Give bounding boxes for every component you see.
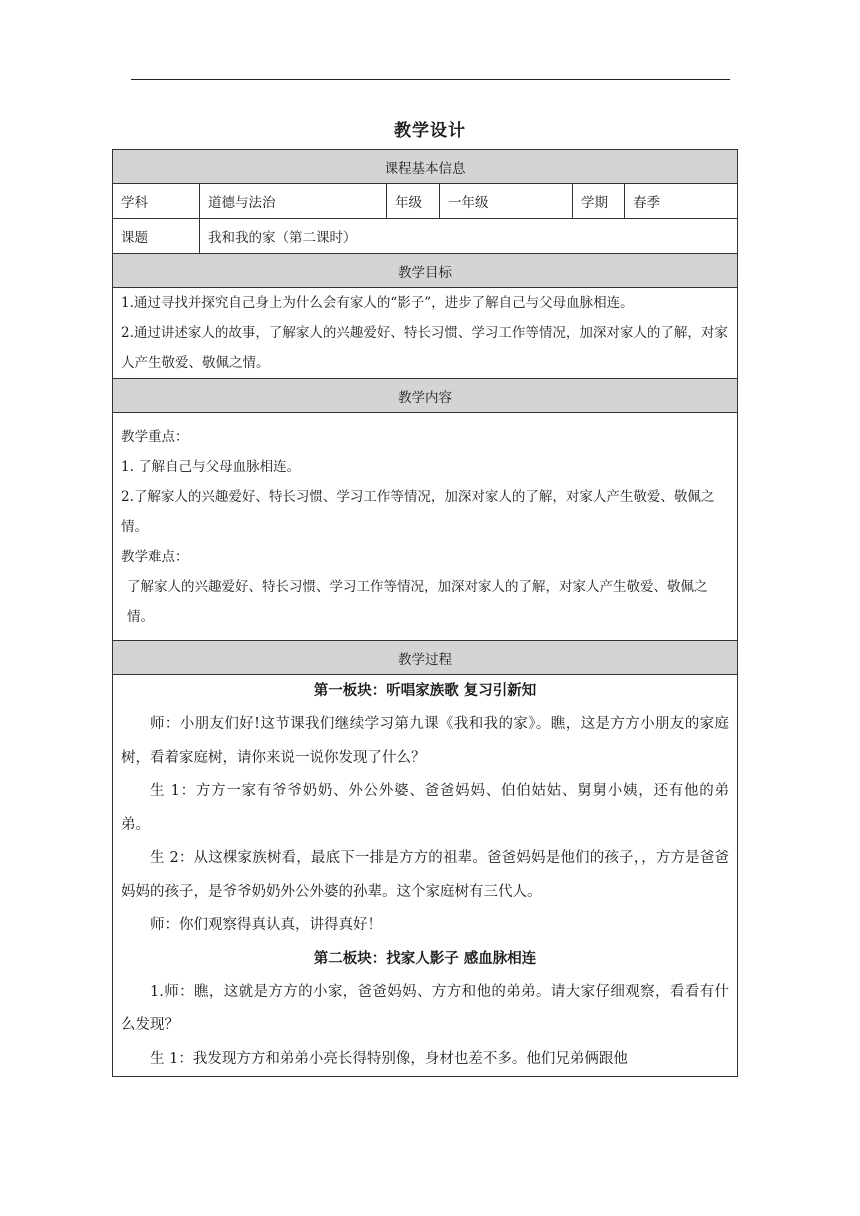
dialogue-paragraph: 生 1：我发现方方和弟弟小亮长得特别像，身材也差不多。他们兄弟俩跟他 xyxy=(150,1050,628,1067)
content-cell xyxy=(113,413,738,641)
grade-value: 一年级 xyxy=(440,184,573,219)
dialogue-paragraph: 生 2：从这棵家族树看，最底下一排是方方的祖辈。爸爸妈妈是他们的孩子，，方方是爸爸妈妈的孩子，是爷爷奶奶外公外婆的孙辈。这个家庭树有三代人。 xyxy=(121,850,730,900)
term-label: 学期 xyxy=(573,184,625,219)
grade-label: 年级 xyxy=(387,184,440,219)
key-points-label: 教学重点： xyxy=(121,428,189,445)
topic-label: 课题 xyxy=(113,219,200,254)
dialogue-paragraph: 1.师：瞧，这就是方方的小家，爸爸妈妈、方方和他的弟弟。请大家仔细观察，看看有什么发现？ xyxy=(121,983,730,1033)
difficulty-label: 教学难点： xyxy=(121,548,189,565)
content-header: 教学内容 xyxy=(113,379,738,413)
term-value: 春季 xyxy=(625,184,738,219)
difficulty-text: 了解家人的兴趣爱好、特长习惯、学习工作等情况，加深对家人的了解，对家人产生敬爱、敬佩之情。 xyxy=(127,578,708,625)
subject-value: 道德与法治 xyxy=(200,184,387,219)
dialogue-paragraph: 师：你们观察得真认真，讲得真好！ xyxy=(150,917,382,933)
key-point-item: 1. 了解自己与父母血脉相连。 xyxy=(121,458,301,475)
header-rule xyxy=(131,79,730,80)
goals-header: 教学目标 xyxy=(113,254,738,288)
document-title: 教学设计 xyxy=(394,121,466,141)
goal-item: 1.通过寻找并探究自己身上为什么会有家人的“影子”，进步了解自己与父母血脉相连。 xyxy=(121,295,634,311)
process-header: 教学过程 xyxy=(113,641,738,675)
lesson-table xyxy=(112,149,738,1077)
section-2-title: 第二板块：找家人影子 感血脉相连 xyxy=(313,950,537,967)
topic-value: 我和我的家（第二课时） xyxy=(200,219,738,254)
dialogue-paragraph: 生 1：方方一家有爷爷奶奶、外公外婆、爸爸妈妈、伯伯姑姑、舅舅小姨，还有他的弟弟。 xyxy=(121,783,730,833)
goals-cell xyxy=(113,288,738,379)
subject-label: 学科 xyxy=(113,184,200,219)
basic-info-header: 课程基本信息 xyxy=(113,150,738,184)
key-point-item: 2.了解家人的兴趣爱好、特长习惯、学习工作等情况，加深对家人的了解，对家人产生敬爱、敬佩之情。 xyxy=(121,488,715,535)
dialogue-paragraph: 师：小朋友们好!这节课我们继续学习第九课《我和我的家》。瞧，这是方方小朋友的家庭树，看着家庭树，请你来说一说你发现了什么？ xyxy=(121,716,730,766)
process-cell xyxy=(113,675,738,1077)
section-1-title: 第一板块：听唱家族歌 复习引新知 xyxy=(313,683,537,699)
goal-item: 2.通过讲述家人的故事，了解家人的兴趣爱好、特长习惯、学习工作等情况，加深对家人的了解，对家人产生敬爱、敬佩之情。 xyxy=(121,325,728,371)
